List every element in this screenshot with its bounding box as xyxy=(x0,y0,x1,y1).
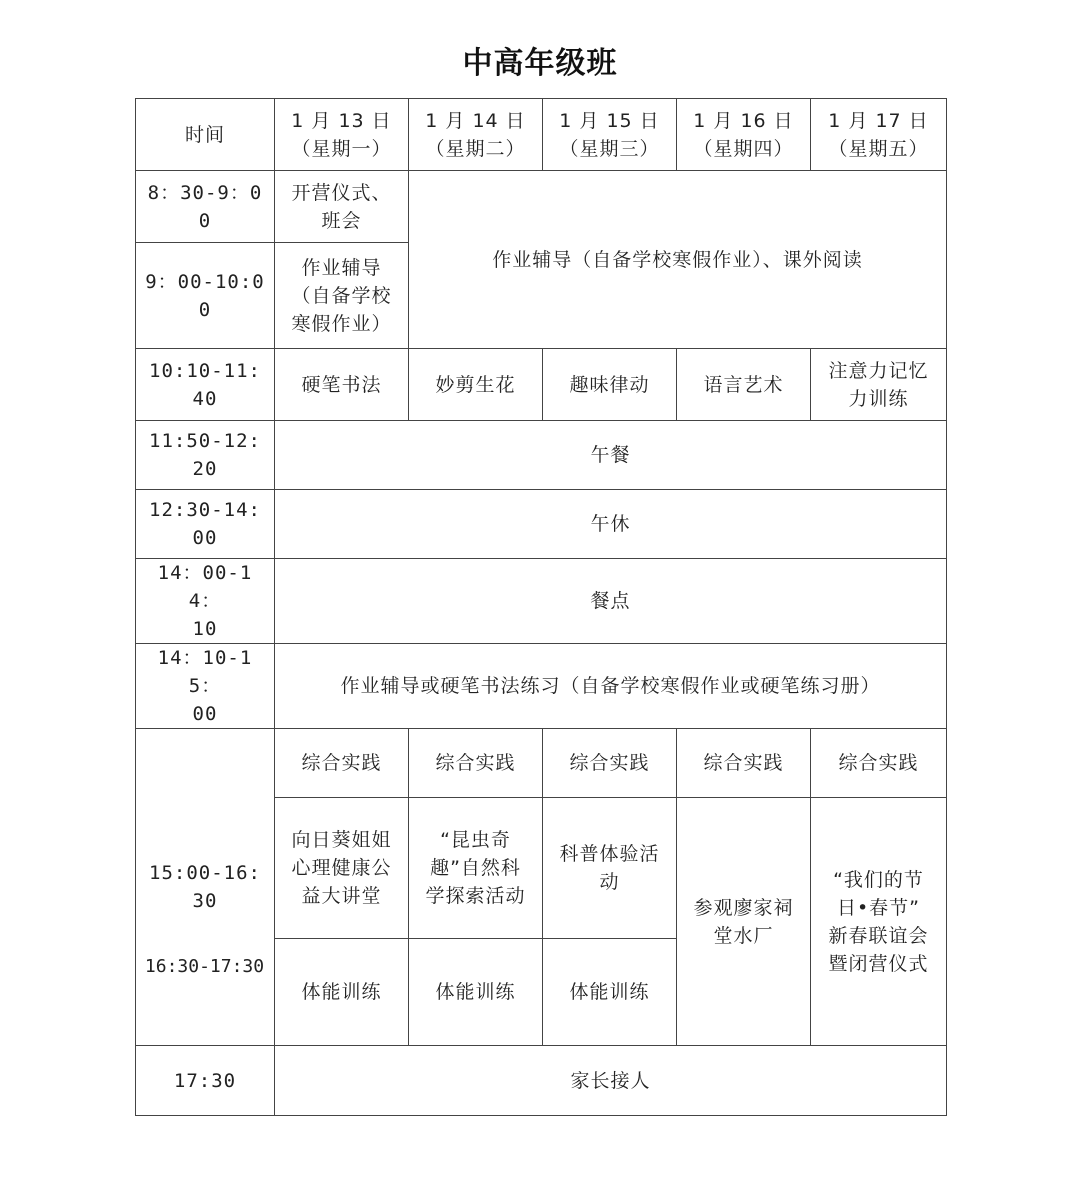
header-weekday: （星期一） xyxy=(291,137,392,160)
time-cell: 9：00-10:00 xyxy=(136,243,275,349)
header-day-cell xyxy=(409,99,543,171)
header-date: 1 月 16 日 xyxy=(693,109,794,132)
header-day-cell xyxy=(275,99,409,171)
category-cell: 综合实践 xyxy=(677,729,811,798)
time-cell: 10:10-11:40 xyxy=(136,349,275,421)
activity-cell-merged: 作业辅导（自备学校寒假作业）、课外阅读 xyxy=(409,171,947,349)
activity-cell: 硬笔书法 xyxy=(275,349,409,421)
activity-cell: 开营仪式、 班会 xyxy=(275,171,409,243)
activity-cell-merged: 作业辅导或硬笔书法练习（自备学校寒假作业或硬笔练习册） xyxy=(275,644,947,729)
category-cell: 综合实践 xyxy=(409,729,543,798)
activity-cell: 妙剪生花 xyxy=(409,349,543,421)
time-cell: 8：30-9：00 xyxy=(136,171,275,243)
activity-cell: 体能训练 xyxy=(543,939,677,1046)
header-date: 1 月 14 日 xyxy=(425,109,526,132)
activity-cell: 趣味律动 xyxy=(543,349,677,421)
time-label-1630: 16:30-17:30 xyxy=(144,956,265,977)
activity-cell: 作业辅导 （自备学校 寒假作业） xyxy=(275,243,409,349)
header-day-cell xyxy=(543,99,677,171)
activity-cell: 体能训练 xyxy=(409,939,543,1046)
time-cell: 11:50-12:20 xyxy=(136,421,275,490)
activity-cell-merged: 午休 xyxy=(275,490,947,559)
activity-cell: 注意力记忆 力训练 xyxy=(811,349,947,421)
activity-cell: 向日葵姐姐 心理健康公 益大讲堂 xyxy=(275,798,409,939)
header-weekday: （星期三） xyxy=(559,137,660,160)
activity-cell-merged: 餐点 xyxy=(275,559,947,644)
header-date: 1 月 15 日 xyxy=(559,109,660,132)
header-date: 1 月 13 日 xyxy=(291,109,392,132)
header-day-cell xyxy=(811,99,947,171)
activity-cell-merged: 家长接人 xyxy=(275,1046,947,1116)
time-cell: 14：10-15： 00 xyxy=(136,644,275,729)
header-time-cell: 时间 xyxy=(136,99,275,171)
time-cell: 12:30-14:00 xyxy=(136,490,275,559)
activity-cell: 语言艺术 xyxy=(677,349,811,421)
category-cell: 综合实践 xyxy=(811,729,947,798)
schedule-row xyxy=(136,171,947,243)
page-title: 中高年级班 xyxy=(462,46,618,81)
time-cell: 15:00-16:30 xyxy=(136,729,275,1046)
schedule-row xyxy=(136,729,947,798)
schedule-row xyxy=(136,421,947,490)
schedule-row xyxy=(136,559,947,644)
schedule-row xyxy=(136,644,947,729)
header-date: 1 月 17 日 xyxy=(828,109,929,132)
time-cell: 17:30 xyxy=(136,1046,275,1116)
schedule-row xyxy=(136,349,947,421)
activity-cell: 体能训练 xyxy=(275,939,409,1046)
header-weekday: （星期五） xyxy=(828,137,929,160)
header-day-cell xyxy=(677,99,811,171)
schedule-row xyxy=(136,490,947,559)
activity-cell: 科普体验活 动 xyxy=(543,798,677,939)
time-cell: 14：00-14： 10 xyxy=(136,559,275,644)
activity-cell: “我们的节 日•春节” 新春联谊会 暨闭营仪式 xyxy=(811,798,947,1046)
header-weekday: （星期二） xyxy=(425,137,526,160)
activity-cell: “昆虫奇 趣”自然科 学探索活动 xyxy=(409,798,543,939)
schedule-row xyxy=(136,1046,947,1116)
activity-cell: 参观廖家祠 堂水厂 xyxy=(677,798,811,1046)
category-cell: 综合实践 xyxy=(543,729,677,798)
header-row xyxy=(136,99,947,171)
category-cell: 综合实践 xyxy=(275,729,409,798)
header-weekday: （星期四） xyxy=(693,137,794,160)
activity-cell-merged: 午餐 xyxy=(275,421,947,490)
